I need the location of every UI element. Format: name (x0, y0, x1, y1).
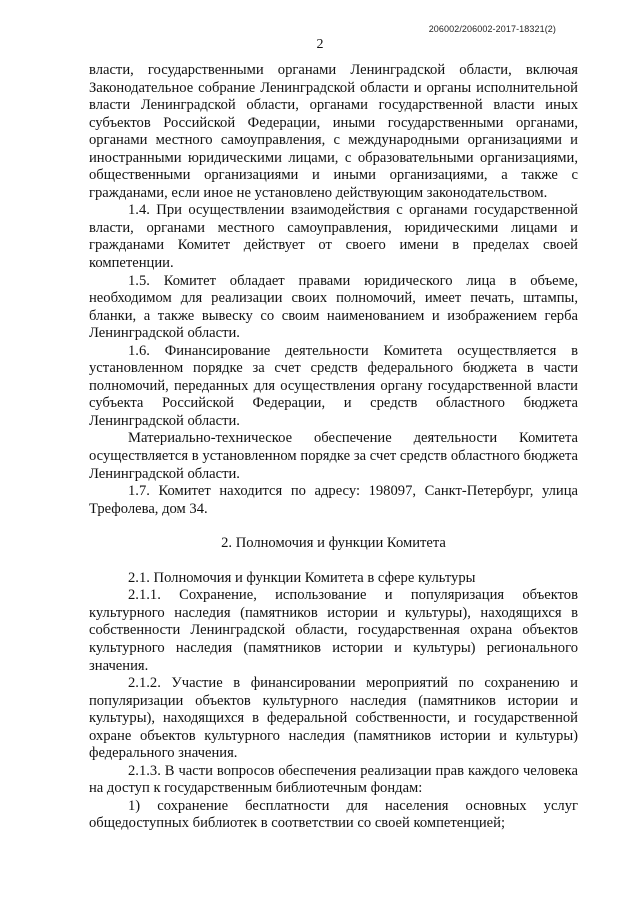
list-item-1: 1) сохранение бесплатности для населения основных услуг общедоступных библиотек в соответствии со своей компетенцией; (89, 797, 578, 832)
paragraph-2-1: 2.1. Полномочия и функции Комитета в сфере культуры (128, 569, 476, 586)
paragraph-continuation: власти, государственными органами Ленинградской области, включая Законодательное собрание Ленинградской области и органы исполнительной власти Ленинградской области, органами государственной власти иных субъектов Российской Федерации, иными государственными органами, органами местного самоуправления, с международными организациями и иностранными юридическими лицами, с образовательными организациями, общественными организациями и иными организациями, а также с гражданами, если иное не установлено действующим законодательством. (89, 62, 578, 201)
paragraph-material-support: Материально-техническое обеспечение деятельности Комитета осуществляется в установленном порядке за счет средств областного бюджета Ленинградской области. (89, 430, 578, 482)
paragraph-1-4: 1.4. При осуществлении взаимодействия с органами государственной власти, органами местного самоуправления, юридическими лицами и гражданами Комитет действует от своего имени в пределах своей компетенции. (89, 202, 578, 272)
document-registration-number: 206002/206002-2017-18321(2) (428, 24, 556, 34)
section-heading: 2. Полномочия и функции Комитета (221, 535, 446, 552)
paragraph-1-6: 1.6. Финансирование деятельности Комитета осуществляется в установленном порядке за счет средств федерального бюджета в части полномочий, переданных для осуществления органу государственной власти субъекта Российской Федерации, и средств областного бюджета Ленинградской области. (89, 342, 578, 429)
paragraph-1-5: 1.5. Комитет обладает правами юридического лица в объеме, необходимом для реализации своих полномочий, имеет печать, штампы, бланки, а также вывеску со своим наименованием и изображением герба Ленинградской области. (89, 272, 578, 342)
paragraph-2-1-1: 2.1.1. Сохранение, использование и популяризация объектов культурного наследия (памятников истории и культуры), находящихся в собственности Ленинградской области, государственная охрана объектов культурного наследия (памятников истории и культуры) регионального значения. (89, 587, 578, 674)
document-body (89, 62, 578, 833)
paragraph-2-1-3: 2.1.3. В части вопросов обеспечения реализации прав каждого человека на доступ к государственным библиотечным фондам: (89, 762, 578, 797)
paragraph-1-7: 1.7. Комитет находится по адресу: 198097, Санкт-Петербург, улица Трефолева, дом 34. (89, 483, 578, 517)
page-number: 2 (316, 37, 324, 52)
paragraph-2-1-2: 2.1.2. Участие в финансировании мероприятий по сохранению и популяризации объектов культурного наследия (памятников истории и культуры), находящихся в федеральной собственности, и государственной охране объектов культурного наследия (памятников истории и культуры) федерального значения. (89, 675, 578, 762)
